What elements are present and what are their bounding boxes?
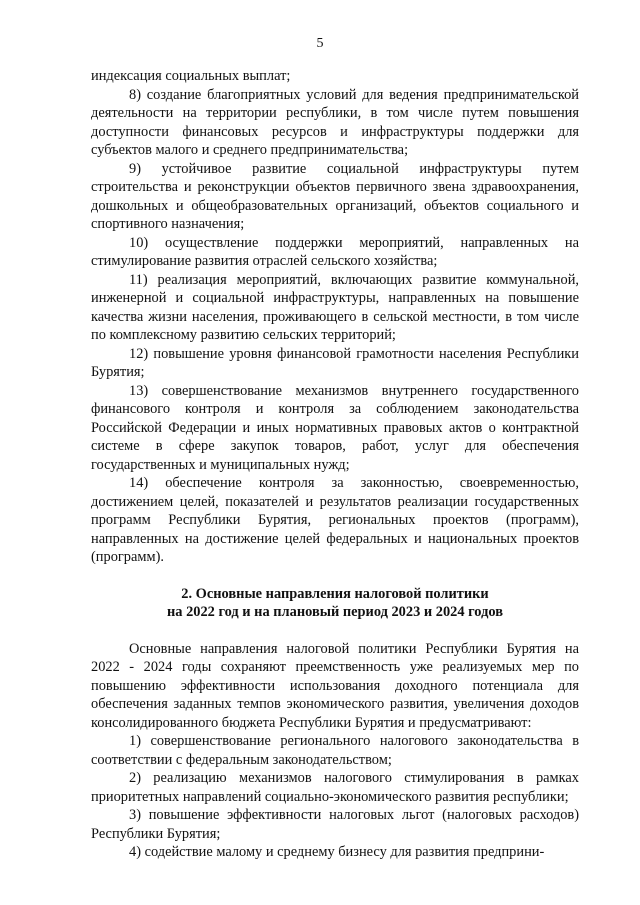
- tax-item-3: 3) повышение эффективности налоговых льгот (налоговых расходов) Республики Бурятия;: [91, 807, 579, 842]
- list-item-12: 12) повышение уровня финансовой грамотности населения Республики Бурятия;: [91, 345, 579, 380]
- list-item-9: 9) устойчивое развитие социальной инфраструктуры путем строительства и реконструкции объектов первичного звена здравоохранения, дошкольных и общеобразовательных организаций, объектов социального и спортивного назначения;: [91, 160, 579, 232]
- page-number: 5: [316, 36, 324, 51]
- section-heading-line-1: 2. Основные направления налоговой политики: [181, 585, 489, 602]
- spacer: [91, 567, 579, 585]
- list-item-10: 10) осуществление поддержки мероприятий, направленных на стимулирование развития отраслей сельского хозяйства;: [91, 234, 579, 269]
- tax-item-2: 2) реализацию механизмов налогового стимулирования в рамках приоритетных направлений социально-экономического развития республики;: [91, 770, 579, 805]
- tax-item-1: 1) совершенствование регионального налогового законодательства в соответствии с федеральным законодательством;: [91, 733, 579, 768]
- list-item-11: 11) реализация мероприятий, включающих развитие коммунальной, инженерной и социальной инфраструктуры, направленных на повышение качества жизни населения, проживающего в сельской местности, в том числе по комплексному развитию сельских территорий;: [91, 271, 579, 343]
- spacer: [91, 622, 579, 640]
- section-intro-paragraph: Основные направления налоговой политики Республики Бурятия на 2022 - 2024 годы сохраняют преемственность уже реализуемых мер по повышению эффективности использования доходного потенциала для обеспечения заданных темпов экономического развития, увеличения доходов консолидированного бюджета Республики Бурятия и предусматривают:: [91, 640, 579, 731]
- list-item-13: 13) совершенствование механизмов внутреннего государственного финансового контроля и контроля за соблюдением законодательства Российской Федерации и иных нормативных правовых актов о контрактной системе в сфере закупок товаров, работ, услуг для обеспечения государственных и муниципальных нужд;: [91, 382, 579, 473]
- document-body: [91, 67, 579, 862]
- list-item-14: 14) обеспечение контроля за законностью, своевременностью, достижением целей, показателей и результатов реализации государственных программ Республики Бурятия, региональных проектов (программ), направленных на достижение целей федеральных и национальных проектов (программ).: [91, 475, 579, 565]
- list-item-8: 8) создание благоприятных условий для ведения предпринимательской деятельности на территории республики, в том числе путем повышения доступности финансовых ресурсов и инфраструктуры поддержки для субъектов малого и среднего предпринимательства;: [91, 86, 579, 158]
- paragraph-continuation: индексация социальных выплат;: [91, 68, 291, 84]
- tax-item-4: 4) содействие малому и среднему бизнесу для развития предприни-: [129, 844, 545, 860]
- section-heading-line-2: на 2022 год и на плановый период 2023 и 2024 годов: [167, 604, 503, 620]
